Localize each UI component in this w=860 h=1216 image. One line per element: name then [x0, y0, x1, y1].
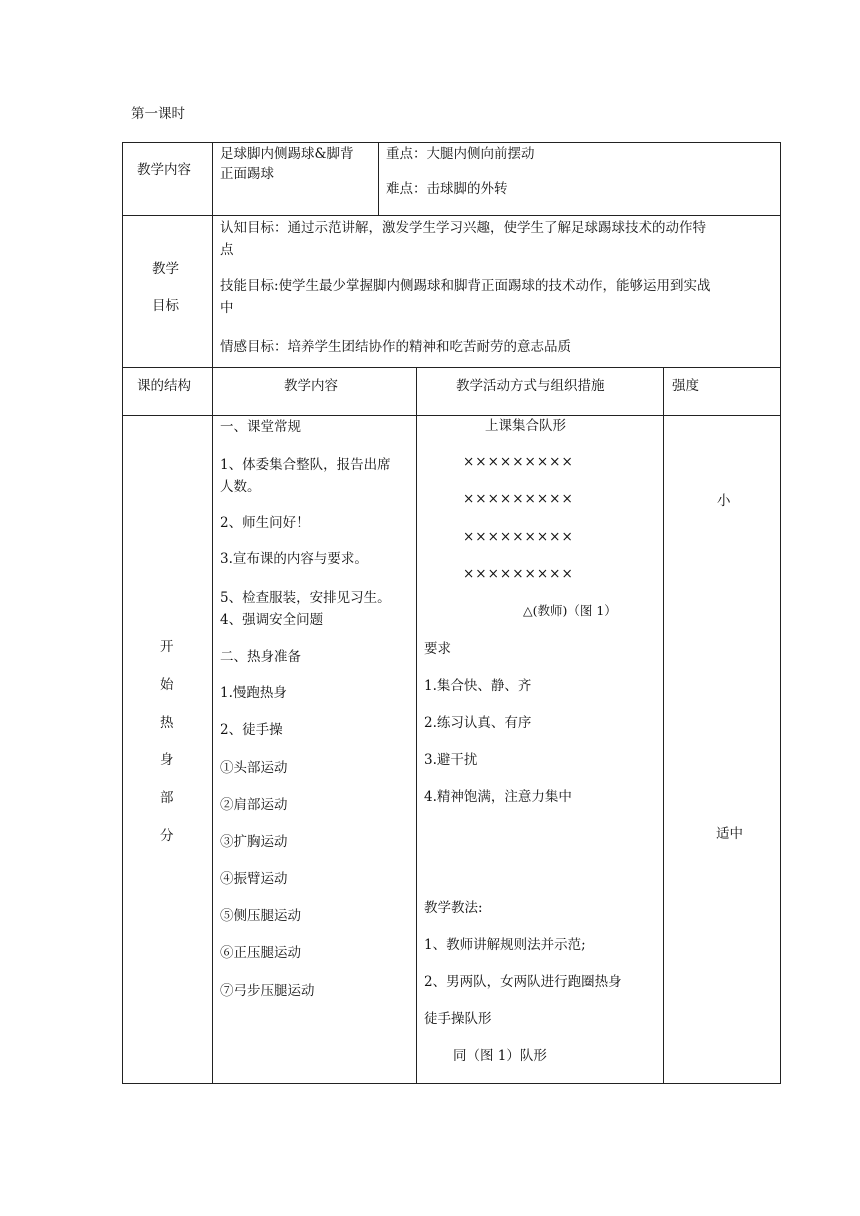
requirement-item: 3.避干扰	[424, 752, 478, 768]
section-label-char: 部	[160, 790, 174, 806]
section-label-char: 始	[160, 677, 174, 693]
topic-line: 正面踢球	[220, 166, 274, 182]
section-label-char: 分	[160, 828, 174, 844]
header-structure: 课的结构	[137, 378, 191, 394]
content-line: ⑦弓步压腿运动	[220, 983, 315, 999]
teacher-marker: △(教师)（图 1）	[523, 603, 617, 618]
cognitive-objective: 点	[220, 242, 234, 258]
content-line: 1.慢跑热身	[220, 685, 287, 701]
table-line	[122, 142, 781, 143]
formation-row: ×××××××××	[463, 491, 574, 507]
header-content: 教学内容	[284, 378, 338, 394]
requirement-item: 2.练习认真、有序	[424, 715, 532, 731]
table-line	[122, 142, 123, 1084]
table-line	[416, 367, 417, 1084]
requirement-item: 1.集合快、静、齐	[424, 678, 532, 694]
formation-row: ×××××××××	[463, 566, 574, 582]
formation-title: 上课集合队形	[485, 418, 566, 434]
header-methods: 教学活动方式与组织措施	[456, 378, 605, 394]
skill-objective: 中	[220, 300, 234, 316]
skill-objective: 技能目标:使学生最少掌握脚内侧踢球和脚背正面踢球的技术动作，能够运用到实战	[220, 278, 711, 294]
objectives-row-label: 教学	[152, 261, 179, 277]
content-line: ⑥正压腿运动	[220, 945, 301, 961]
section-label-char: 身	[160, 752, 174, 768]
table-line	[378, 142, 379, 215]
content-row-label: 教学内容	[137, 162, 191, 178]
cognitive-objective: 认知目标：通过示范讲解，激发学生学习兴趣，使学生了解足球踢球技术的动作特	[220, 220, 706, 236]
method-item: 2、男两队，女两队进行跑圈热身	[424, 974, 622, 990]
content-line: ②肩部运动	[220, 797, 288, 813]
table-line	[780, 142, 781, 1084]
table-line	[122, 1083, 781, 1084]
table-line	[122, 367, 781, 368]
key-point: 重点：大腿内侧向前摆动	[386, 146, 535, 162]
drill-same-formation: 同（图 1）队形	[453, 1048, 547, 1064]
formation-row: ×××××××××	[463, 529, 574, 545]
content-line: 人数。	[220, 479, 261, 495]
content-line: 3.宣布课的内容与要求。	[220, 551, 368, 567]
table-line	[122, 215, 781, 216]
difficulty-point: 难点：击球脚的外转	[386, 181, 508, 197]
drill-formation: 徒手操队形	[424, 1011, 492, 1027]
table-line	[212, 142, 213, 1084]
content-line: 2、师生问好！	[220, 515, 310, 531]
content-line: 二、热身准备	[220, 649, 301, 665]
topic-line: 足球脚内侧踢球&脚背	[220, 146, 354, 162]
content-line: ⑤侧压腿运动	[220, 908, 301, 924]
lesson-title: 第一课时	[131, 106, 185, 122]
requirement-item: 4.精神饱满，注意力集中	[424, 789, 572, 805]
requirements-title: 要求	[424, 641, 451, 657]
section-label-char: 热	[160, 715, 174, 731]
content-line: ③扩胸运动	[220, 834, 288, 850]
content-line: 5、检查服装，安排见习生。	[220, 590, 391, 606]
content-line: 4、强调安全问题	[220, 612, 324, 628]
content-line: ①头部运动	[220, 760, 288, 776]
formation-row: ×××××××××	[463, 454, 574, 470]
table-line	[122, 415, 781, 416]
objectives-row-label: 目标	[152, 298, 179, 314]
intensity-small: 小	[717, 493, 731, 509]
content-line: 2、徒手操	[220, 722, 283, 738]
content-line: ④振臂运动	[220, 871, 288, 887]
affective-objective: 情感目标：培养学生团结协作的精神和吃苦耐劳的意志品质	[220, 339, 571, 355]
section-label-char: 开	[160, 639, 174, 655]
intensity-moderate: 适中	[716, 826, 743, 842]
table-line	[663, 367, 664, 1084]
header-intensity: 强度	[672, 378, 699, 394]
content-line: 1、体委集合整队，报告出席	[220, 457, 391, 473]
method-item: 1、教师讲解规则法并示范;	[424, 937, 586, 953]
methods-title: 教学教法:	[424, 900, 483, 916]
content-line: 一、课堂常规	[220, 419, 301, 435]
